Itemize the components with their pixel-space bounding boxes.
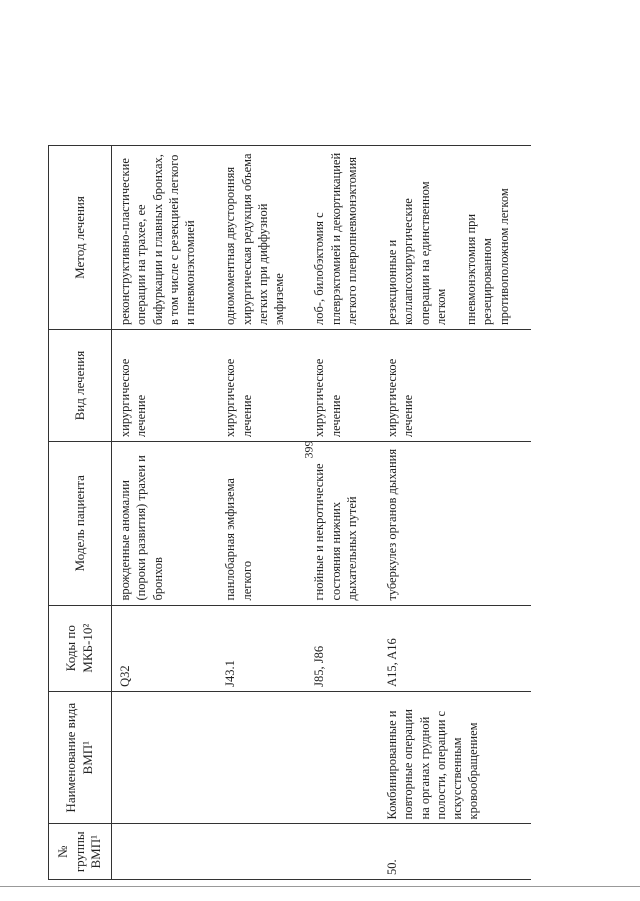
scan-artifact-line bbox=[0, 886, 640, 887]
cell-code: J85, J86 bbox=[306, 605, 379, 691]
header-treatment-type: Вид лечения bbox=[49, 330, 112, 442]
cell-code: Q32 bbox=[112, 605, 218, 691]
header-icd-codes: Коды по МКБ-10² bbox=[49, 605, 112, 691]
header-treatment-method: Метод лечения bbox=[49, 146, 112, 330]
cell-method bbox=[217, 146, 306, 330]
cell-type: хирургическое лечение bbox=[306, 330, 379, 442]
table-row bbox=[112, 146, 218, 880]
cell-patient: панлобарная эмфизема легкого bbox=[217, 442, 306, 605]
method-text: одномоментная двусторонняя хирургическая редукция объема легких при диффузной эмфиземе bbox=[223, 153, 286, 326]
cell-code: A15, A16 bbox=[379, 605, 531, 691]
header-patient-model: Модель пациента bbox=[49, 442, 112, 605]
cell-patient: гнойные и некротические состояния нижних дыхательных путей bbox=[306, 442, 379, 605]
cell-type: хирургическое лечение bbox=[217, 330, 306, 442]
cell-type: хирургическое лечение bbox=[379, 330, 531, 442]
cell-method bbox=[379, 146, 531, 330]
cell-patient: врожденные аномалии (пороки развития) трахеи и бронхов bbox=[112, 442, 218, 605]
cell-code: J43.1 bbox=[217, 605, 306, 691]
method-text: лоб-, билобэктомия с плеврэктомией и декортикацией легкого плевропневмонэктомия bbox=[312, 152, 359, 326]
table-row bbox=[379, 146, 531, 880]
page-number: 399 bbox=[301, 440, 316, 459]
table-row bbox=[217, 146, 306, 880]
cell-group bbox=[306, 824, 379, 880]
rotated-table-container bbox=[48, 35, 623, 880]
cell-method bbox=[306, 146, 379, 330]
cell-name: Комбинированные и повторные операции на органах грудной полости, операции с искусственным кровообращением bbox=[379, 691, 531, 824]
cell-name bbox=[112, 691, 218, 824]
cell-name bbox=[306, 691, 379, 824]
table-header-row bbox=[49, 146, 112, 880]
cell-type: хирургическое лечение bbox=[112, 330, 218, 442]
cell-group: 50. bbox=[379, 824, 531, 880]
cell-group bbox=[217, 824, 306, 880]
cell-name bbox=[217, 691, 306, 824]
method-text: реконструктивно-пластические операции на трахее, ее бифуркации и главных бронхах, в том числе с резекцией легкого и пневмонэктомией bbox=[118, 154, 197, 326]
table-row bbox=[306, 146, 379, 880]
header-vmp-name: Наименование вида ВМП¹ bbox=[49, 691, 112, 824]
cell-patient: туберкулез органов дыхания bbox=[379, 442, 531, 605]
header-group-number: № группы ВМП¹ bbox=[49, 824, 112, 880]
method-text: пневмонэктомия при резецированном противоположном легком bbox=[464, 188, 511, 326]
treatment-table bbox=[48, 145, 531, 880]
method-text: резекционные и коллапсохирургические операции на единственном легком bbox=[385, 181, 448, 326]
cell-group bbox=[112, 824, 218, 880]
cell-method bbox=[112, 146, 218, 330]
